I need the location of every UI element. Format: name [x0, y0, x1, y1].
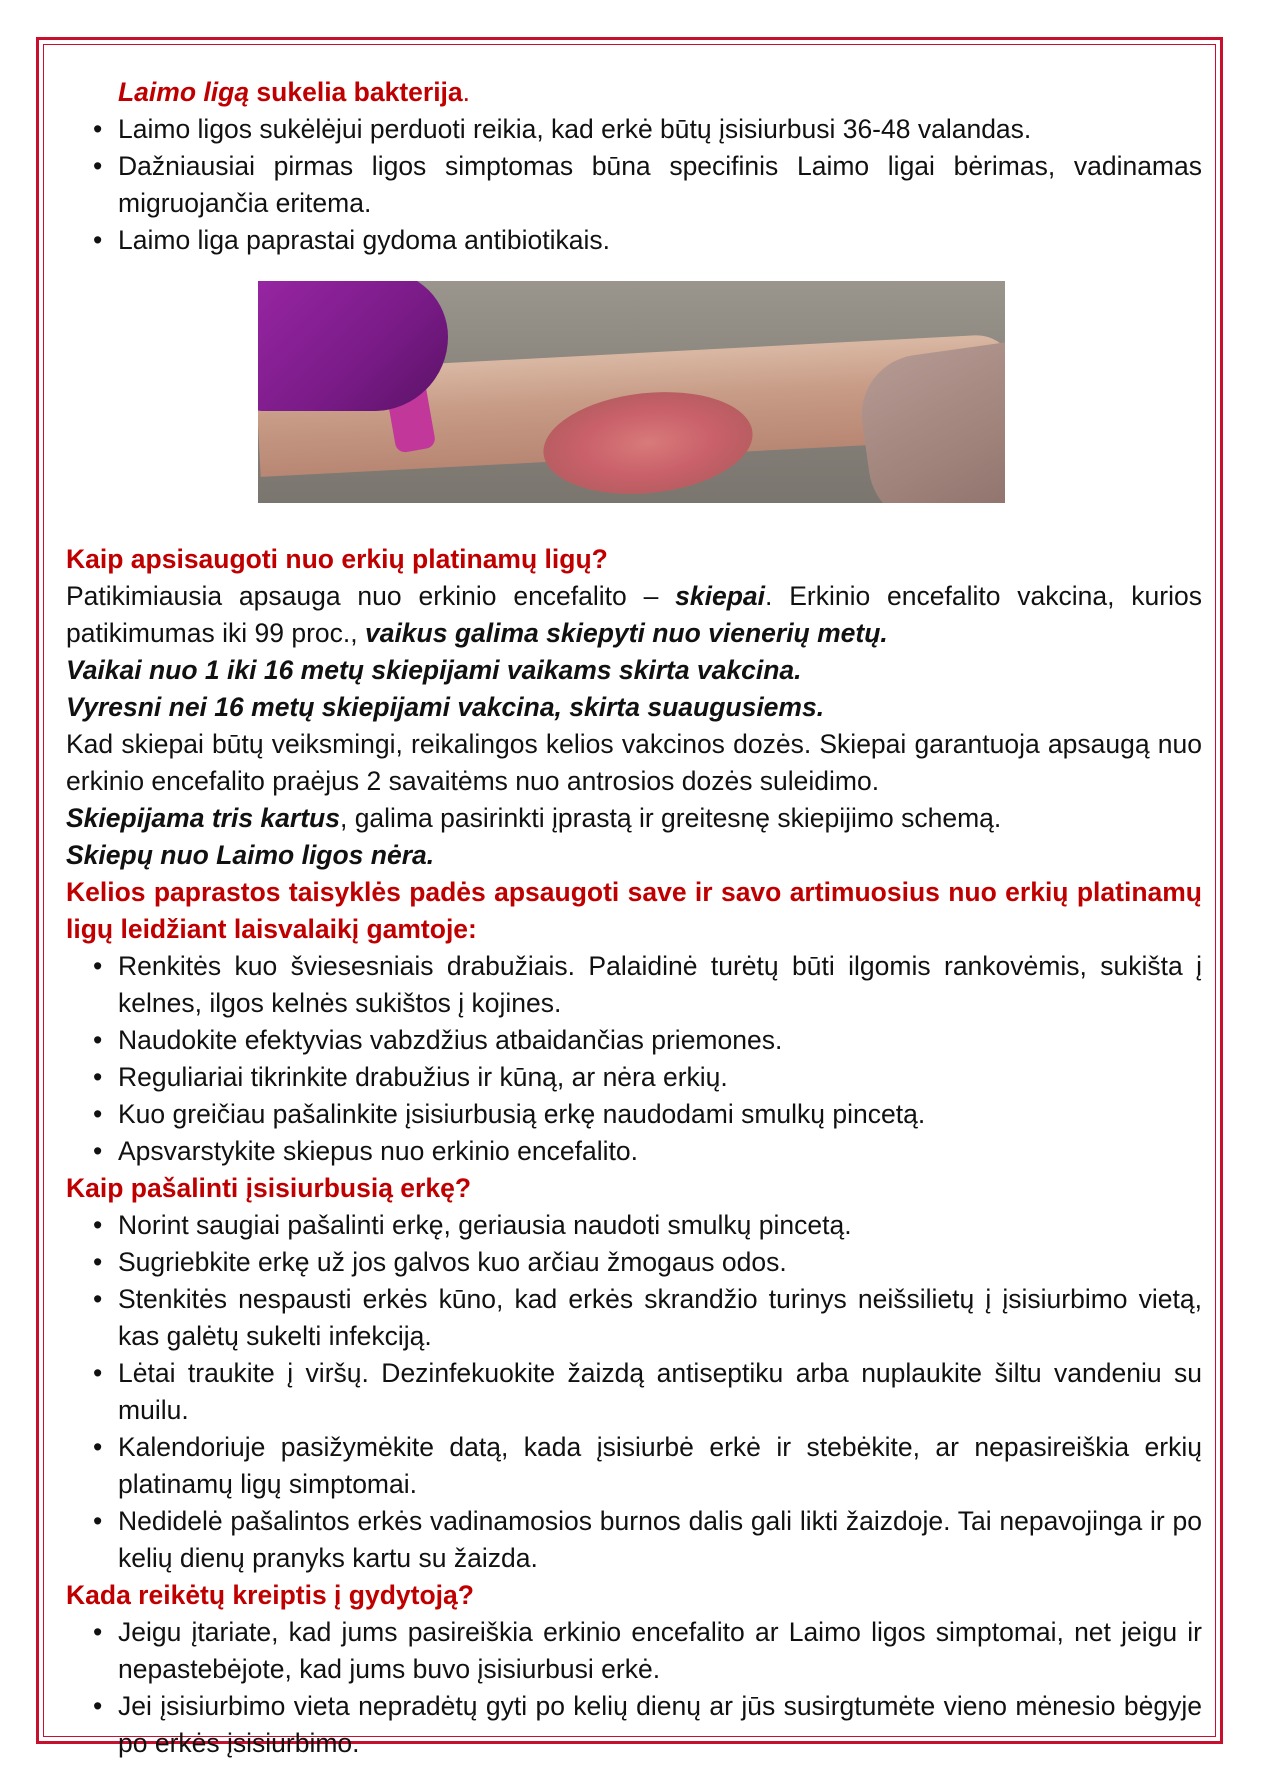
rules-list — [66, 948, 1202, 1170]
list-item: • Laimo ligos sukėlėjui perduoti reikia, kad erkė būtų įsisiurbusi 36-48 valandas. — [93, 114, 1032, 144]
doctor-heading: Kada reikėtų kreiptis į gydytoją? — [66, 1580, 474, 1610]
list-item: • Kalendoriuje pasižymėkite datą, kada įsisiurbė erkė ir stebėkite, ar nepasireiškia erkių platinamų ligų simptomai. — [93, 1432, 1202, 1499]
intro-heading: Laimo ligą sukelia bakterija. — [118, 77, 471, 107]
document-content — [66, 74, 1202, 1762]
shoe-image-part — [258, 281, 448, 411]
remove-heading: Kaip pašalinti įsisiurbusią erkę? — [66, 1173, 472, 1203]
protect-paragraph-4: Kad skiepai būtų veiksmingi, reikalingos kelios vakcinos dozės. Skiepai garantuoja apsaugą nuo erkinio encefalito praėjus 2 savaitėms nuo antrosios dozės suleidimo. — [66, 729, 1202, 796]
list-item: • Jei įsisiurbimo vieta nepradėtų gyti po kelių dienų ar jūs susirgtumėte vieno mėnesio bėgyje po erkės įsisiurbimo. — [93, 1691, 1202, 1758]
list-item: • Stenkitės nespausti erkės kūno, kad erkės skrandžio turinys neišsilietų į įsisiurbimo vietą, kas galėtų sukelti infekciją. — [93, 1284, 1202, 1351]
protect-paragraph-2: Vaikai nuo 1 iki 16 metų skiepijami vaikams skirta vakcina. — [66, 655, 802, 685]
doctor-list — [66, 1614, 1202, 1762]
protect-paragraph-3: Vyresni nei 16 metų skiepijami vakcina, skirta suaugusiems. — [66, 692, 825, 722]
protect-paragraph-6: Skiepų nuo Laimo ligos nėra. — [66, 840, 435, 870]
protect-heading: Kaip apsisaugoti nuo erkių platinamų ligų? — [66, 544, 608, 574]
list-item: • Laimo liga paprastai gydoma antibiotikais. — [93, 225, 610, 255]
list-item: • Renkitės kuo šviesesniais drabužiais. Palaidinė turėtų būti ilgomis rankovėmis, sukišta į kelnes, ilgos kelnės sukištos į kojines. — [93, 951, 1202, 1018]
rules-heading: Kelios paprastos taisyklės padės apsaugoti save ir savo artimuosius nuo erkių platinamų ligų leidžiant laisvalaikį gamtoje: — [66, 877, 1202, 944]
intro-list — [66, 111, 1202, 259]
list-item: • Jeigu įtariate, kad jums pasireiškia erkinio encefalito ar Laimo ligos simptomai, net jeigu ir nepastebėjote, kad jums buvo įsisiurbusi erkė. — [93, 1617, 1202, 1684]
remove-list — [66, 1207, 1202, 1577]
protect-paragraph-5: Skiepijama tris kartus, galima pasirinkti įprastą ir greitesnę skiepijimo schemą. — [66, 803, 1002, 833]
list-item: • Apsvarstykite skiepus nuo erkinio encefalito. — [93, 1136, 638, 1166]
list-item: • Lėtai traukite į viršų. Dezinfekuokite žaizdą antiseptiku arba nuplaukite šiltu vandeniu su muilu. — [93, 1358, 1202, 1425]
list-item: • Kuo greičiau pašalinkite įsisiurbusią erkę naudodami smulkų pincetą. — [93, 1099, 926, 1129]
list-item: • Dažniausiai pirmas ligos simptomas būna specifinis Laimo ligai bėrimas, vadinamas migruojančia eritema. — [93, 151, 1202, 218]
protect-paragraph-1: Patikimiausia apsauga nuo erkinio encefalito – skiepai. Erkinio encefalito vakcina, kurios patikimumas iki 99 proc., vaikus galima skiepyti nuo vienerių metų. — [66, 581, 1202, 648]
list-item: • Sugriebkite erkę už jos galvos kuo arčiau žmogaus odos. — [93, 1247, 787, 1277]
list-item: • Nedidelė pašalintos erkės vadinamosios burnos dalis gali likti žaizdoje. Tai nepavojinga ir po kelių dienų pranyks kartu su žaizda. — [93, 1506, 1202, 1573]
list-item: • Naudokite efektyvias vabzdžius atbaidančias priemones. — [93, 1025, 783, 1055]
list-item: • Norint saugiai pašalinti erkę, geriausia naudoti smulkų pincetą. — [93, 1210, 852, 1240]
list-item: • Reguliariai tikrinkite drabužius ir kūną, ar nėra erkių. — [93, 1062, 728, 1092]
erythema-migrans-photo — [258, 281, 1005, 503]
